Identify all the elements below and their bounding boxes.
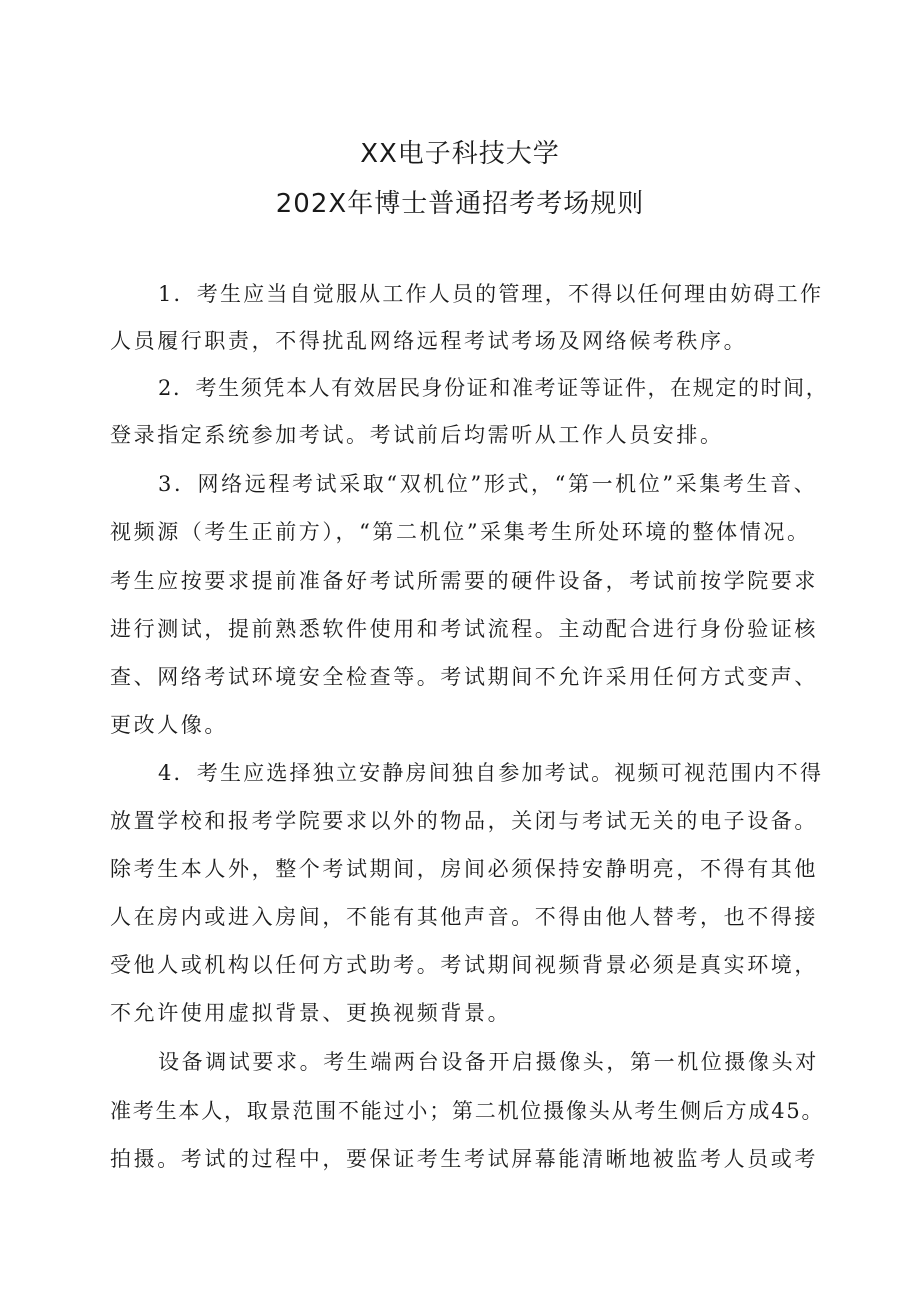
paragraph-line: 拍摄。考试的过程中，要保证考生考试屏幕能清晰地被监考人员或考: [110, 1147, 818, 1171]
paragraph-line: 进行测试，提前熟悉软件使用和考试流程。主动配合进行身份验证核: [110, 617, 818, 641]
paragraph-line: 视频源（考生正前方），“第二机位”采集考生所处环境的整体情况。: [110, 520, 811, 544]
paragraph-line: 设备调试要求。考生端两台设备开启摄像头，第一机位摄像头对: [158, 1050, 819, 1074]
paragraph-line: 考生应按要求提前准备好考试所需要的硬件设备，考试前按学院要求: [110, 569, 818, 593]
paragraph-line: 4．考生应选择独立安静房间独自参加考试。视频可视范围内不得: [158, 761, 824, 785]
paragraph-line: 不允许使用虚拟背景、更换视频背景。: [110, 1001, 512, 1025]
paragraph-line: 查、网络考试环境安全检查等。考试期间不允许采用任何方式变声、: [110, 665, 818, 689]
paragraph-line: 人在房内或进入房间，不能有其他声音。不得由他人替考，也不得接: [110, 905, 818, 929]
paragraph-line: 人员履行职责，不得扰乱网络远程考试考场及网络候考秩序。: [110, 329, 748, 353]
paragraph-line: 放置学校和报考学院要求以外的物品，关闭与考试无关的电子设备。: [110, 809, 818, 833]
paragraph-line: 3．网络远程考试采取“双机位”形式，“第一机位”采集考生音、: [158, 472, 818, 496]
paragraph-line: 登录指定系统参加考试。考试前后均需听从工作人员安排。: [110, 423, 724, 447]
document-title-university: XX电子科技大学: [360, 139, 560, 169]
document-title-rules: 202X年博士普通招考考场规则: [275, 189, 645, 219]
paragraph-line: 更改人像。: [110, 713, 228, 737]
paragraph-line: 2．考生须凭本人有效居民身份证和准考证等证件，在规定的时间，: [158, 376, 829, 400]
paragraph-line: 1．考生应当自觉服从工作人员的管理，不得以任何理由妨碍工作: [158, 282, 824, 306]
paragraph-line: 除考生本人外，整个考试期间，房间必须保持安静明亮，不得有其他: [110, 857, 818, 881]
paragraph-line: 准考生本人，取景范围不能过小；第二机位摄像头从考生侧后方成45。: [110, 1099, 825, 1123]
paragraph-line: 受他人或机构以任何方式助考。考试期间视频背景必须是真实环境，: [110, 953, 818, 977]
